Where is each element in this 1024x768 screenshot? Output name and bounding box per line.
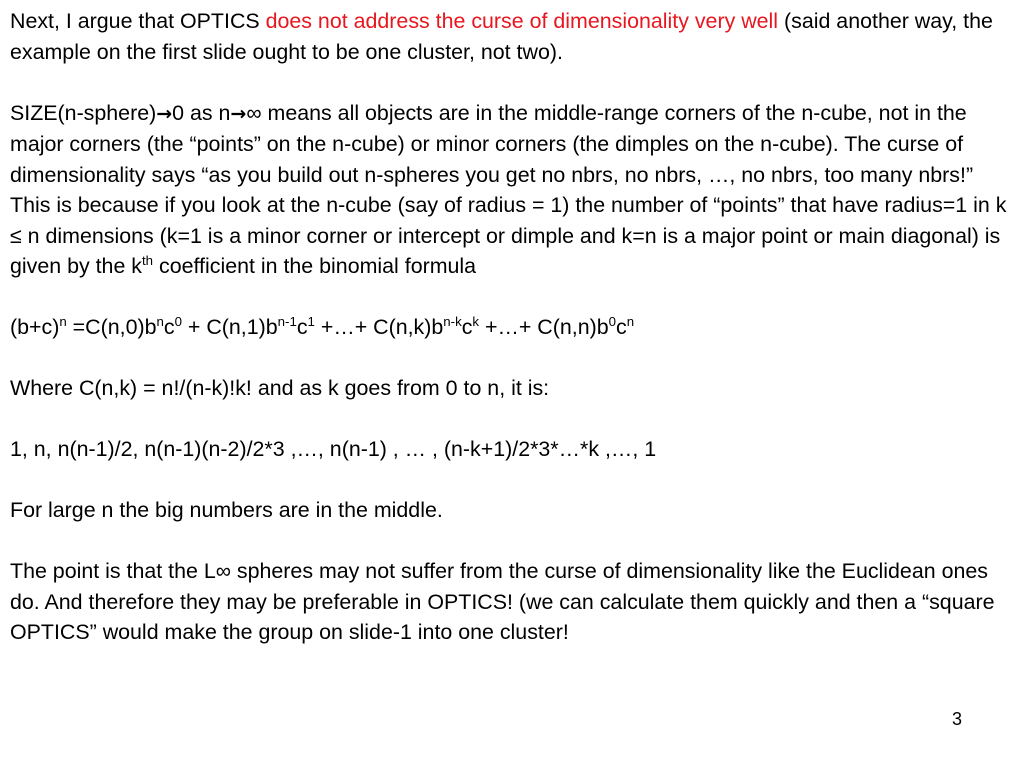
text-segment: coefficient in the binomial formula	[153, 254, 477, 278]
page-number: 3	[951, 709, 962, 729]
paragraph-coefficient-sequence: 1, n, n(n-1)/2, n(n-1)(n-2)/2*3 ,…, n(n-1) , … , (n-k+1)/2*3*…*k ,…, 1	[10, 437, 657, 461]
superscript: 1	[307, 313, 315, 329]
formula-term: c	[296, 315, 308, 339]
superscript: n	[156, 313, 164, 329]
paragraph-binomial-definition: Where C(n,k) = n!/(n-k)!k! and as k goes from 0 to n, it is:	[10, 376, 550, 400]
text-segment: SIZE(n-sphere)	[10, 100, 157, 125]
text-segment: Next, I argue that OPTICS	[10, 9, 266, 33]
superscript: n	[59, 313, 67, 329]
text-segment: (said another way, the example on the first slide ought to be one cluster, not two).	[10, 9, 993, 64]
formula-term: c	[461, 315, 473, 339]
formula-term: +…+ C(n,n)b	[479, 315, 609, 339]
formula-term: c	[616, 315, 627, 339]
paragraph-nsphere	[10, 98, 1014, 282]
text-segment: 0 as n	[172, 100, 231, 125]
right-arrow-icon: →	[230, 102, 247, 125]
formula-term: + C(n,1)b	[181, 315, 278, 339]
superscript: 0	[174, 313, 182, 329]
paragraph-conclusion: The point is that the L∞ spheres may not suffer from the curse of dimensionality like the Euclidean ones do. And therefore they may be preferable in OPTICS! (we can calculate them quickly and then a “square OPTICS” would make the group on slide-1 into one cluster!	[10, 559, 995, 644]
paragraph-large-n: For large n the big numbers are in the middle.	[10, 498, 443, 522]
superscript: 0	[608, 313, 616, 329]
superscript: th	[142, 252, 154, 268]
slide-body	[10, 6, 1014, 678]
superscript: n-k	[443, 313, 462, 329]
highlighted-claim: does not address the curse of dimensionality very well	[265, 9, 779, 33]
superscript: k	[472, 313, 480, 329]
paragraph-optics-claim	[10, 6, 1014, 67]
superscript: n-1	[277, 313, 297, 329]
superscript: n	[626, 313, 635, 329]
formula-term: +…+ C(n,k)b	[314, 315, 444, 339]
formula-term: (b+c)	[10, 315, 60, 339]
right-arrow-icon: →	[156, 102, 173, 125]
binomial-formula	[10, 312, 1014, 343]
text-segment: ∞ means all objects are in the middle-range corners of the n-cube, not in the major corners (the “points” on the n-cube) or minor corners (the dimples on the n-cube). The curse of dimensionality says “as you build out n-spheres you get no nbrs, no nbrs, …, no nbrs, too many nbrs!” This is because if you look at the n-cube (say of radius = 1) the number of “points” that have radius=1 in k ≤ n dimensions (k=1 is a minor corner or intercept or dimple and k=n is a major point or main diagonal) is given by the k	[10, 100, 1007, 278]
formula-term: c	[163, 315, 175, 339]
formula-term: =C(n,0)b	[66, 315, 157, 339]
